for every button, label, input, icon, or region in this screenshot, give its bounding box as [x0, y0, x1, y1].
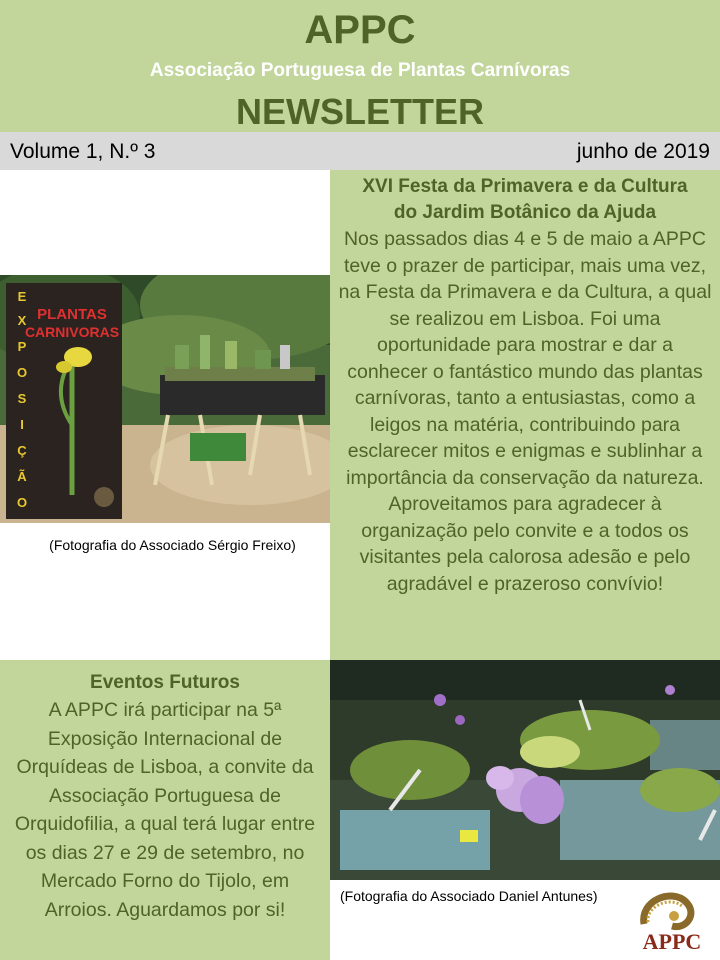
banner-side-letter: S	[17, 391, 27, 406]
article-festa-heading-line2: do Jardim Botânico da Ajuda	[393, 202, 657, 223]
article-festa-body: Nos passados dias 4 e 5 de maio a APPC teve o prazer de participar, mais uma vez, na Festa da Primavera e da Cultura, a qual se realizou em Lisboa. Foi uma oportunidade para mostrar e dar a conhecer o fantástico mundo das plantas carnívoras, tanto a entusiastas, como a leigos na matéria, contribuindo para esclarecer mitos e enigmas e sublinhar a importância da conservação da natureza. Aproveitamos para agradecer à organização pelo convite e a todos os visitantes pela calorosa adesão e pelo agradável e prazeroso convívio!	[338, 228, 712, 595]
plants-photo-image	[330, 660, 720, 880]
banner-side-letter: O	[16, 365, 28, 380]
article-festa-heading-line1: XVI Festa da Primavera e da Cultura	[362, 176, 688, 197]
banner-side-letter: O	[16, 495, 28, 510]
plants-photo	[330, 660, 720, 880]
issue-bar	[0, 132, 720, 170]
banner-side-letter: X	[17, 313, 27, 328]
article-eventos-body: A APPC irá participar na 5ª Exposição Internacional de Orquídeas de Lisboa, a convite da Associação Portuguesa de Orquidofilia, a qual terá lugar entre os dias 27 e 29 de setembro, no Mercado Forno do Tijolo, em Arroios. Aguardamos por si!	[14, 699, 316, 921]
article-eventos-heading: Eventos Futuros	[90, 672, 240, 693]
article-festa-primavera	[330, 170, 720, 660]
banner-side-letter: I	[20, 417, 24, 432]
banner-text-carnivoras: CARNIVORAS	[24, 324, 120, 340]
exhibition-photo-caption: (Fotografia do Associado Sérgio Freixo)	[49, 537, 296, 553]
appc-logo	[626, 886, 716, 956]
issue-date: junho de 2019	[576, 140, 710, 163]
banner-side-letter: Ç	[17, 443, 27, 458]
masthead-subtitle: Associação Portuguesa de Plantas Carnívoras	[149, 60, 571, 81]
banner-text-plantas: PLANTAS	[37, 306, 107, 323]
newsletter-label: NEWSLETTER	[236, 91, 484, 132]
appc-logo-icon	[626, 886, 716, 956]
banner-side-letter: E	[17, 289, 27, 304]
article-eventos-futuros	[0, 660, 330, 960]
issue-volume: Volume 1, N.º 3	[10, 140, 156, 163]
plants-photo-caption: (Fotografia do Associado Daniel Antunes)	[340, 888, 598, 904]
exhibition-photo	[0, 275, 330, 523]
exhibition-photo-image	[0, 275, 330, 523]
masthead	[0, 0, 720, 132]
appc-logo-text: APPC	[642, 929, 702, 954]
banner-side-letter: Ã	[17, 469, 27, 484]
banner-side-letter: P	[17, 339, 27, 354]
article-festa-heading	[338, 174, 712, 226]
masthead-title: APPC	[304, 8, 416, 52]
